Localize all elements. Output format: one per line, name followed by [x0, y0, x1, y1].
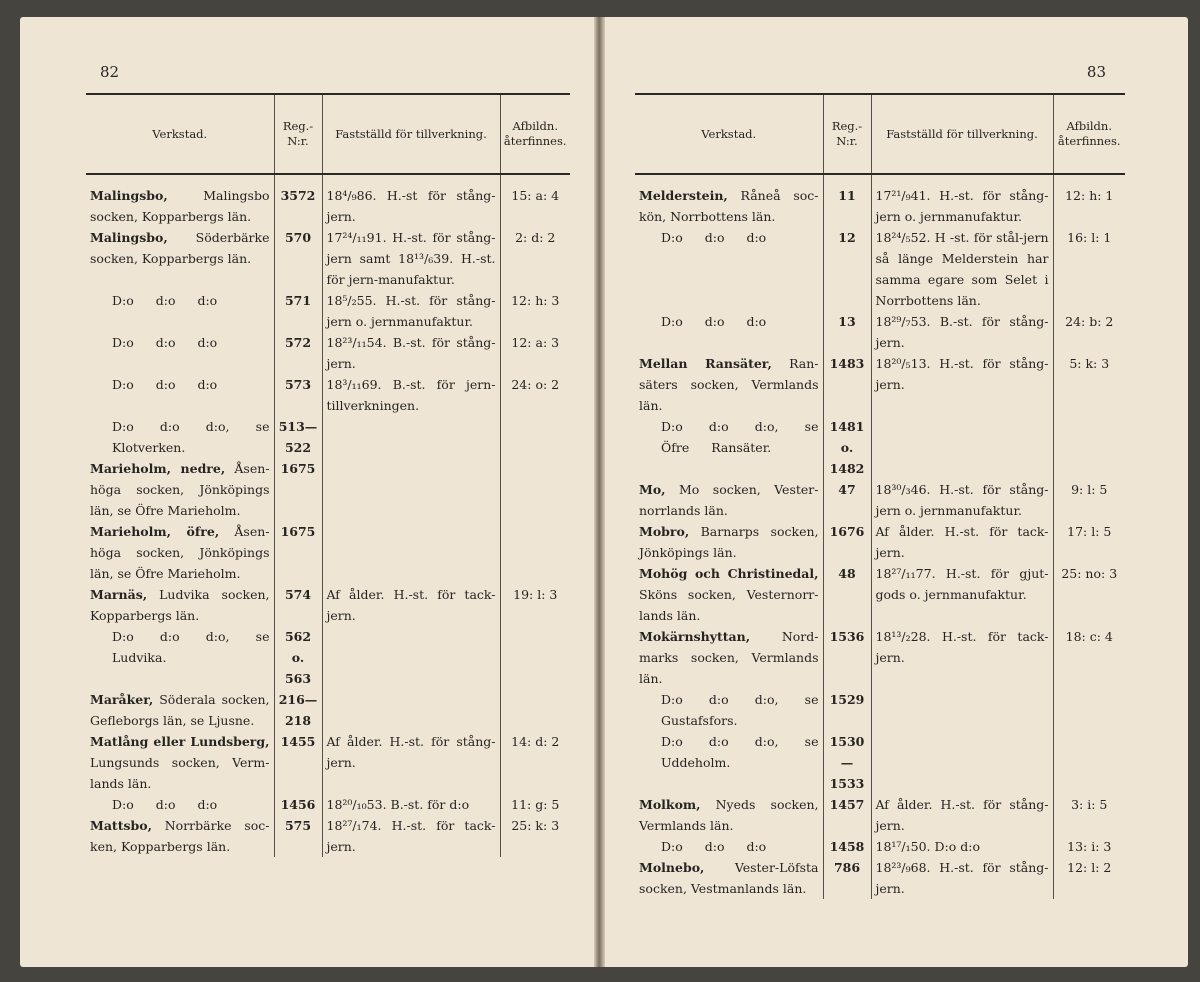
cell-faststald: 18²⁴/₅52. H -st. för stål-jern så länge Melderstein har samma egare som Selet i Norrbottens län.: [871, 227, 1053, 311]
table-header-row: [86, 94, 570, 174]
table-row: [86, 731, 570, 794]
cell-faststald: Af ålder. H.-st. för tack-jern.: [871, 521, 1053, 563]
forge-name: Melderstein,: [639, 188, 728, 203]
table-row: [635, 174, 1125, 227]
table-row: [86, 332, 570, 374]
cell-faststald: 17²⁴/₁₁91. H.-st. för stång-jern samt 18¹³/₆39. H.-st. för jern-manufaktur.: [322, 227, 500, 290]
cell-verkstad: [635, 416, 823, 479]
cell-afbildn: [500, 416, 570, 458]
forge-name: Mokärnshyttan,: [639, 629, 751, 644]
cell-reg-nr: 12: [823, 227, 871, 311]
forge-location: Sköns socken, Vesternorr-lands län.: [639, 587, 819, 623]
table-row: [635, 857, 1125, 899]
table-row: [635, 311, 1125, 353]
cell-reg-nr: 562 o. 563: [274, 626, 322, 689]
cell-reg-nr: 571: [274, 290, 322, 332]
cell-reg-nr: 3572: [274, 174, 322, 227]
forge-location: Nyeds socken, Vermlands län.: [639, 797, 819, 833]
cell-verkstad: [86, 332, 274, 374]
cell-faststald: 17²¹/₉41. H.-st. för stång-jern o. jernmanufaktur.: [871, 174, 1053, 227]
forge-name: Mohög och Christinedal,: [639, 566, 819, 581]
header-verkstad: Verkstad.: [86, 94, 274, 174]
table-row: [635, 521, 1125, 563]
header-afbildn: Afbildn. återfinnes.: [1053, 94, 1125, 174]
cell-faststald: [322, 626, 500, 689]
cell-afbildn: [1053, 416, 1125, 479]
cell-verkstad: [86, 174, 274, 227]
ditto-entry: D:o d:o d:o, se Uddeholm.: [661, 734, 819, 770]
cell-afbildn: 9: l: 5: [1053, 479, 1125, 521]
cell-faststald: 18³⁰/₃46. H.-st. för stång-jern o. jernmanufaktur.: [871, 479, 1053, 521]
cell-reg-nr: 574: [274, 584, 322, 626]
cell-faststald: 18²³/₁₁54. B.-st. för stång-jern.: [322, 332, 500, 374]
forge-name: Marieholm, nedre,: [90, 461, 226, 476]
ditto-entry: D:o d:o d:o: [661, 839, 767, 854]
cell-afbildn: 3: i: 5: [1053, 794, 1125, 836]
cell-verkstad: [86, 227, 274, 290]
cell-reg-nr: 1675: [274, 521, 322, 584]
forge-name: Malingsbo,: [90, 188, 168, 203]
table-row: [86, 290, 570, 332]
cell-afbildn: 15: a: 4: [500, 174, 570, 227]
cell-reg-nr: 1676: [823, 521, 871, 563]
cell-reg-nr: 1481 o. 1482: [823, 416, 871, 479]
cell-faststald: 18¹⁷/₁50. D:o d:o: [871, 836, 1053, 857]
forge-register-table: [635, 93, 1125, 899]
table-row: [635, 227, 1125, 311]
header-afbildn: Afbildn. återfinnes.: [500, 94, 570, 174]
cell-afbildn: [500, 626, 570, 689]
table-row: [635, 836, 1125, 857]
cell-verkstad: [635, 353, 823, 416]
table-row: [635, 731, 1125, 794]
cell-verkstad: [86, 584, 274, 626]
forge-register-table: [86, 93, 570, 857]
table-row: [86, 416, 570, 458]
cell-faststald: 18²⁷/₁₁77. H.-st. för gjut-gods o. jernmanufaktur.: [871, 563, 1053, 626]
cell-verkstad: [635, 227, 823, 311]
cell-reg-nr: 572: [274, 332, 322, 374]
table-row: [86, 815, 570, 857]
table-row: [635, 626, 1125, 689]
cell-afbildn: 12: h: 3: [500, 290, 570, 332]
table-body: [635, 174, 1125, 899]
header-faststald: Fastställd för tillverkning.: [322, 94, 500, 174]
forge-location: Barnarps socken, Jönköpings län.: [639, 524, 819, 560]
page-number: 82: [100, 63, 120, 81]
forge-location: Söderbärke socken, Kopparbergs län.: [90, 230, 270, 266]
forge-name: Molnebo,: [639, 860, 705, 875]
table-header-row: [635, 94, 1125, 174]
cell-verkstad: [86, 290, 274, 332]
forge-location: Malingsbo socken, Kopparbergs län.: [90, 188, 270, 224]
ditto-entry: D:o d:o d:o: [661, 314, 767, 329]
forge-location: Mo socken, Vester-norrlands län.: [639, 482, 819, 518]
cell-faststald: 18⁴/₉86. H.-st för stång-jern.: [322, 174, 500, 227]
table-row: [86, 521, 570, 584]
cell-reg-nr: 216—218: [274, 689, 322, 731]
cell-verkstad: [635, 479, 823, 521]
forge-location: Vester-Löfsta socken, Vestmanlands län.: [639, 860, 819, 896]
table-row: [86, 584, 570, 626]
right-page: [605, 17, 1188, 967]
header-reg: Reg.-N:r.: [823, 94, 871, 174]
forge-location: Ran-säters socken, Vermlands län.: [639, 356, 819, 413]
cell-reg-nr: 1458: [823, 836, 871, 857]
cell-afbildn: 16: l: 1: [1053, 227, 1125, 311]
forge-name: Marnäs,: [90, 587, 148, 602]
cell-afbildn: [500, 458, 570, 521]
cell-faststald: [871, 416, 1053, 479]
forge-location: Åsen-höga socken, Jönköpings län, se Öfre Marieholm.: [90, 524, 270, 581]
table-body: [86, 174, 570, 857]
left-page: [20, 17, 594, 967]
cell-afbildn: 18: c: 4: [1053, 626, 1125, 689]
cell-verkstad: [635, 311, 823, 353]
cell-verkstad: [86, 626, 274, 689]
forge-name: Matlång eller Lundsberg,: [90, 734, 270, 749]
forge-name: Mattsbo,: [90, 818, 152, 833]
cell-verkstad: [635, 521, 823, 563]
cell-verkstad: [86, 815, 274, 857]
header-verkstad: Verkstad.: [635, 94, 823, 174]
ditto-entry: D:o d:o d:o, se Öfre Ransäter.: [661, 419, 819, 455]
cell-verkstad: [635, 626, 823, 689]
cell-reg-nr: 570: [274, 227, 322, 290]
cell-afbildn: 25: k: 3: [500, 815, 570, 857]
cell-verkstad: [635, 689, 823, 731]
forge-name: Marieholm, öfre,: [90, 524, 220, 539]
cell-afbildn: 14: d: 2: [500, 731, 570, 794]
ditto-entry: D:o d:o d:o: [112, 335, 218, 350]
cell-faststald: 18⁵/₂55. H.-st. för stång-jern o. jernmanufaktur.: [322, 290, 500, 332]
cell-reg-nr: 47: [823, 479, 871, 521]
cell-faststald: Af ålder. H.-st. för tack-jern.: [322, 584, 500, 626]
table-row: [635, 689, 1125, 731]
cell-verkstad: [635, 794, 823, 836]
cell-afbildn: 17: l: 5: [1053, 521, 1125, 563]
cell-afbildn: 12: l: 2: [1053, 857, 1125, 899]
cell-verkstad: [86, 521, 274, 584]
table-row: [635, 479, 1125, 521]
header-reg: Reg.-N:r.: [274, 94, 322, 174]
cell-verkstad: [86, 416, 274, 458]
ditto-entry: D:o d:o d:o: [112, 797, 218, 812]
cell-afbildn: 11: g: 5: [500, 794, 570, 815]
cell-reg-nr: 786: [823, 857, 871, 899]
cell-reg-nr: 1530—1533: [823, 731, 871, 794]
ditto-entry: D:o d:o d:o: [112, 293, 218, 308]
cell-faststald: [871, 689, 1053, 731]
table-row: [635, 416, 1125, 479]
forge-location: Nord-marks socken, Vermlands län.: [639, 629, 819, 686]
cell-reg-nr: 13: [823, 311, 871, 353]
cell-faststald: 18³/₁₁69. B.-st. för jern-tillverkningen.: [322, 374, 500, 416]
cell-faststald: [322, 416, 500, 458]
cell-afbildn: [1053, 689, 1125, 731]
cell-afbildn: 12: h: 1: [1053, 174, 1125, 227]
cell-reg-nr: 1675: [274, 458, 322, 521]
cell-verkstad: [86, 689, 274, 731]
forge-name: Maråker,: [90, 692, 154, 707]
forge-location: Åsen-höga socken, Jönköpings län, se Öfre Marieholm.: [90, 461, 270, 518]
cell-verkstad: [86, 731, 274, 794]
cell-afbildn: 5: k: 3: [1053, 353, 1125, 416]
cell-afbildn: [500, 689, 570, 731]
page-number: 83: [1086, 63, 1106, 81]
cell-verkstad: [635, 174, 823, 227]
cell-reg-nr: 1457: [823, 794, 871, 836]
cell-faststald: Af ålder. H.-st. för stång-jern.: [871, 794, 1053, 836]
cell-afbildn: [1053, 731, 1125, 794]
cell-afbildn: 24: b: 2: [1053, 311, 1125, 353]
ditto-entry: D:o d:o d:o, se Ludvika.: [112, 629, 270, 665]
cell-reg-nr: 1536: [823, 626, 871, 689]
cell-reg-nr: 573: [274, 374, 322, 416]
forge-location: Norrbärke soc-ken, Kopparbergs län.: [90, 818, 270, 854]
cell-faststald: 18²⁹/₇53. B.-st. för stång-jern.: [871, 311, 1053, 353]
table-row: [86, 626, 570, 689]
cell-verkstad: [86, 374, 274, 416]
cell-faststald: [322, 458, 500, 521]
table-row: [86, 227, 570, 290]
cell-faststald: [871, 731, 1053, 794]
cell-faststald: 18²³/₉68. H.-st. för stång-jern.: [871, 857, 1053, 899]
table-row: [86, 174, 570, 227]
forge-name: Mellan Ransäter,: [639, 356, 772, 371]
cell-afbildn: 25: no: 3: [1053, 563, 1125, 626]
forge-name: Molkom,: [639, 797, 701, 812]
forge-name: Mo,: [639, 482, 666, 497]
forge-location: Lungsunds socken, Verm-lands län.: [90, 755, 270, 791]
cell-verkstad: [86, 458, 274, 521]
cell-faststald: 18²⁰/₅13. H.-st. för stång-jern.: [871, 353, 1053, 416]
cell-faststald: 18²⁰/₁₀53. B.-st. för d:o: [322, 794, 500, 815]
cell-faststald: 18¹³/₂28. H.-st. för tack-jern.: [871, 626, 1053, 689]
cell-reg-nr: 1455: [274, 731, 322, 794]
cell-faststald: [322, 689, 500, 731]
ditto-entry: D:o d:o d:o: [661, 230, 767, 245]
cell-verkstad: [635, 731, 823, 794]
cell-reg-nr: 48: [823, 563, 871, 626]
ditto-entry: D:o d:o d:o: [112, 377, 218, 392]
cell-afbildn: 2: d: 2: [500, 227, 570, 290]
cell-faststald: [322, 521, 500, 584]
forge-name: Mobro,: [639, 524, 690, 539]
forge-location: Ludvika socken, Kopparbergs län.: [90, 587, 270, 623]
cell-verkstad: [86, 794, 274, 815]
cell-reg-nr: 575: [274, 815, 322, 857]
cell-reg-nr: 1483: [823, 353, 871, 416]
cell-reg-nr: 11: [823, 174, 871, 227]
cell-afbildn: [500, 521, 570, 584]
table-row: [86, 458, 570, 521]
table-row: [86, 794, 570, 815]
cell-afbildn: 24: o: 2: [500, 374, 570, 416]
table-row: [635, 563, 1125, 626]
table-row: [86, 689, 570, 731]
cell-afbildn: 12: a: 3: [500, 332, 570, 374]
cell-verkstad: [635, 857, 823, 899]
cell-reg-nr: 1456: [274, 794, 322, 815]
table-row: [635, 353, 1125, 416]
cell-reg-nr: 1529: [823, 689, 871, 731]
cell-reg-nr: 513—522: [274, 416, 322, 458]
table-row: [635, 794, 1125, 836]
cell-verkstad: [635, 563, 823, 626]
cell-verkstad: [635, 836, 823, 857]
ditto-entry: D:o d:o d:o, se Klotverken.: [112, 419, 270, 455]
ditto-entry: D:o d:o d:o, se Gustafsfors.: [661, 692, 819, 728]
cell-afbildn: 19: l: 3: [500, 584, 570, 626]
forge-name: Malingsbo,: [90, 230, 168, 245]
table-row: [86, 374, 570, 416]
forge-location: Söderala socken, Gefleborgs län, se Ljusne.: [90, 692, 270, 728]
header-faststald: Fastställd för tillverkning.: [871, 94, 1053, 174]
cell-afbildn: 13: i: 3: [1053, 836, 1125, 857]
cell-faststald: 18²⁷/₁74. H.-st. för tack-jern.: [322, 815, 500, 857]
forge-location: Råneå soc-kön, Norrbottens län.: [639, 188, 819, 224]
book-gutter: [594, 17, 605, 967]
cell-faststald: Af ålder. H.-st. för stång-jern.: [322, 731, 500, 794]
